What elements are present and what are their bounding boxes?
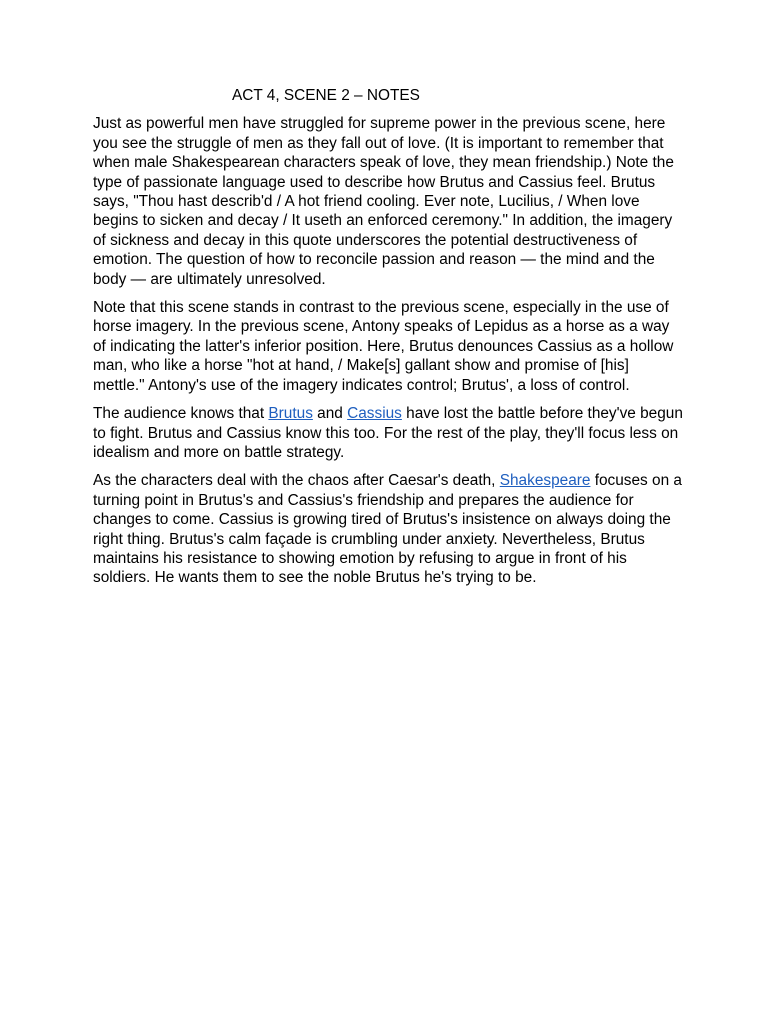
paragraph-text: focuses on a turning point in Brutus's and Cassius's friendship and prepares the audience for changes to come. Cassius is growing tired of Brutus's insistence on always doing the right thing. Brutus's calm façade is crumbling under anxiety. Nevertheless, Brutus maintains his resistance to showing emotion by refusing to argue in front of his soldiers. He wants them to see the noble Brutus he's trying to be. — [93, 472, 682, 587]
paragraph-audience-knows — [93, 404, 683, 462]
paragraph-love-and-friendship: Just as powerful men have struggled for supreme power in the previous scene, here you see the struggle of men as they fall out of love. (It is important to remember that when male Shakespearean characters speak of love, they mean friendship.) Note the type of passionate language used to describe how Brutus and Cassius feel. Brutus says, "Thou hast describ'd / A hot friend cooling. Ever note, Lucilius, / When love begins to sicken and decay / It useth an enforced ceremony." In addition, the imagery of sickness and decay in this quote underscores the potential destructiveness of emotion. The question of how to reconcile passion and reason — the mind and the body — are ultimately unresolved. — [93, 115, 674, 288]
paragraph-text: The audience knows that — [93, 405, 269, 423]
document-page — [93, 86, 683, 597]
brutus-link[interactable]: Brutus — [268, 405, 313, 423]
paragraph-text: and — [312, 405, 348, 423]
paragraph-text: As the characters deal with the chaos after Caesar's death, — [93, 472, 500, 490]
paragraph-horse-imagery: Note that this scene stands in contrast to the previous scene, especially in the use of horse imagery. In the previous scene, Antony speaks of Lepidus as a horse as a way of indicating the latter's inferior position. Here, Brutus denounces Cassius as a hollow man, who like a horse "hot at hand, / Make[s] gallant show and promise of [his] mettle." Antony's use of the imagery indicates control; Brutus', a loss of control. — [93, 299, 674, 394]
paragraph-text: have lost the battle before they've begun to fight. Brutus and Cassius know this too. For the rest of the play, they'll focus less on idealism and more on battle strategy. — [93, 405, 683, 461]
page-title: ACT 4, SCENE 2 – NOTES — [232, 87, 420, 104]
cassius-link[interactable]: Cassius — [347, 405, 402, 423]
paragraph-turning-point — [93, 471, 683, 587]
shakespeare-link[interactable]: Shakespeare — [499, 472, 591, 490]
